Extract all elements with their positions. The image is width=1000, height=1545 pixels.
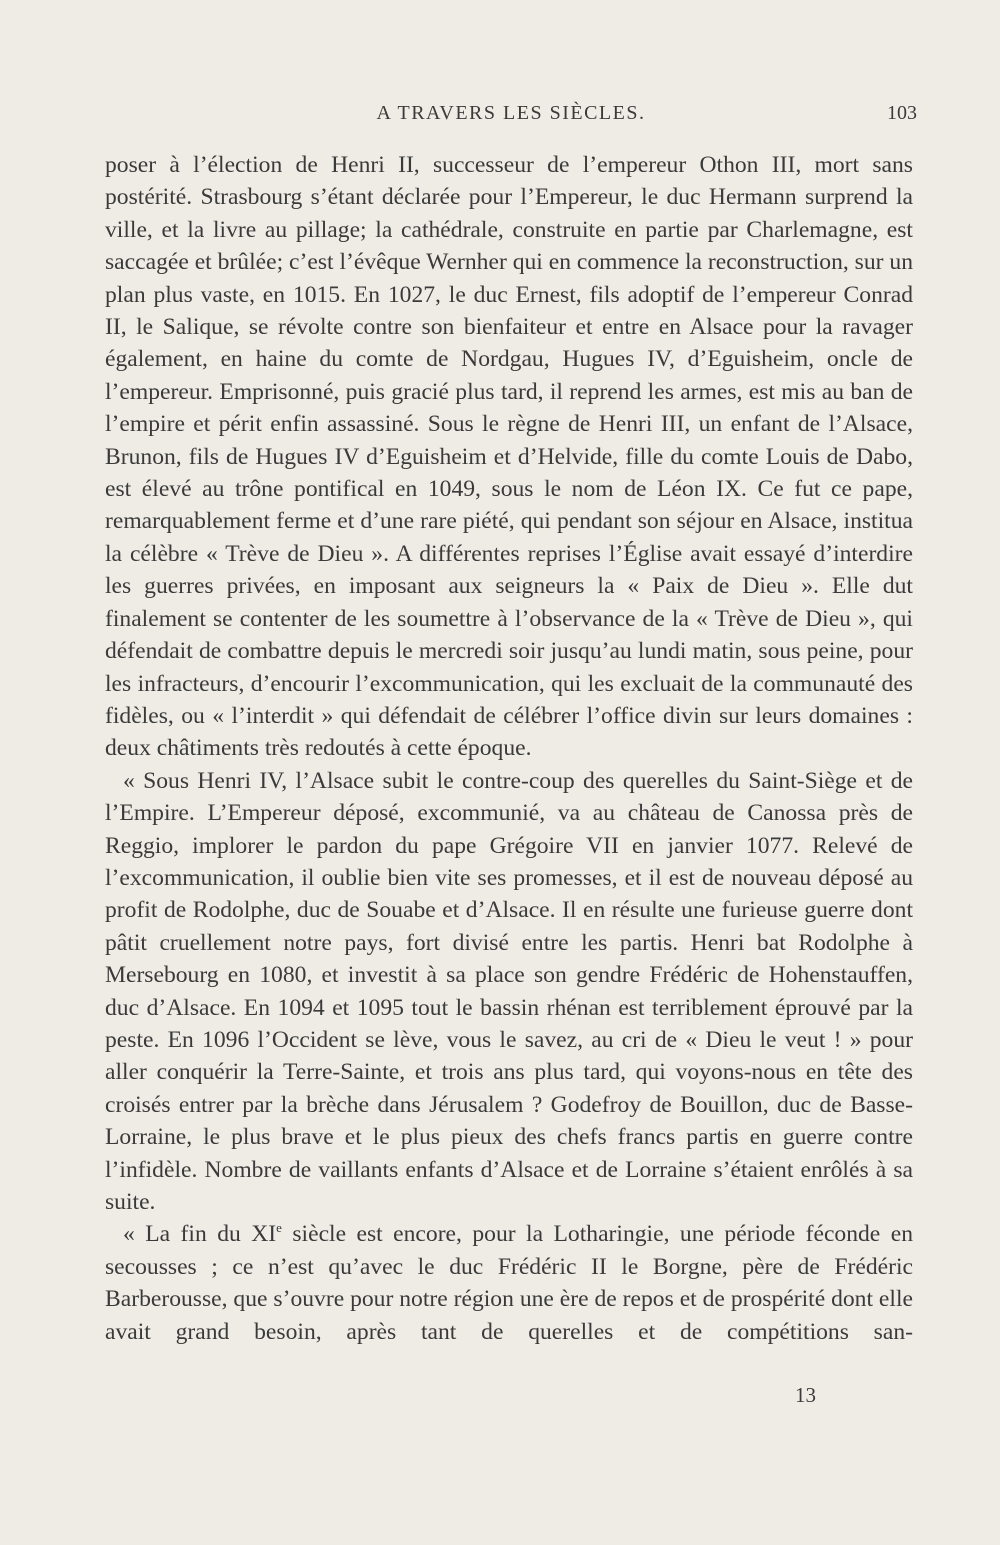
running-head <box>105 102 917 132</box>
paragraph-3-start: « La fin du XI <box>123 1221 277 1248</box>
paragraph-3-rest: siècle est encore, pour la Lotharingie, une période féconde en secousses ; ce n’est qu’avec le duc Frédéric II le Borgne, père de Frédéric Barberousse, que s’ouvre pour notre région une ère de repos et de prospérité dont elle avait grand besoin, après tant de querelles et de compétitions san- <box>105 1221 913 1345</box>
paragraph-2: « Sous Henri IV, l’Alsace subit le contre-coup des querelles du Saint-Siège et de l’Empire. L’Empereur déposé, excommunié, va au château de Canossa près de Reggio, implorer le pardon du pape Grégoire VII en janvier 1077. Relevé de l’excommunication, il oublie bien vite ses promesses, et il est de nouveau déposé au profit de Rodolphe, duc de Souabe et d’Alsace. Il en résulte une furieuse guerre dont pâtit cruellement notre pays, fort divisé entre les partis. Henri bat Rodolphe à Mersebourg en 1080, et investit à sa place son gendre Frédéric de Hohenstauffen, duc d’Alsace. En 1094 et 1095 tout le bassin rhénan est terriblement éprouvé par la peste. En 1096 l’Occident se lève, vous le savez, au cri de « Dieu le veut ! » pour aller conquérir la Terre-Sainte, et trois ans plus tard, qui voyons-nous en tête des croisés entrer par la brèche dans Jérusalem ? Godefroy de Bouillon, duc de Basse-Lorraine, le plus brave et le plus pieux des chefs francs partis en guerre contre l’infidèle. Nombre de vaillants enfants d’Alsace et de Lorraine s’étaient enrôlés à sa suite. <box>105 767 913 1215</box>
paragraph-1: poser à l’élection de Henri II, successeur de l’empereur Othon III, mort sans postérité. Strasbourg s’étant déclarée pour l’Empereur, le duc Hermann surprend la ville, et la livre au pillage; la cathédrale, construite en partie par Charlemagne, est saccagée et brûlée; c’est l’évêque Wernher qui en commence la reconstruction, sur un plan plus vaste, en 1015. En 1027, le duc Ernest, fils adoptif de l’empereur Conrad II, le Salique, se révolte contre son bienfaiteur et entre en Alsace pour la ravager également, en haine du comte de Nordgau, Hugues IV, d’Eguisheim, oncle de l’empereur. Emprisonné, puis gracié plus tard, il reprend les armes, est mis au ban de l’empire et périt enfin assassiné. Sous le règne de Henri III, un enfant de l’Alsace, Brunon, fils de Hugues IV d’Eguisheim et d’Helvide, fille du comte Louis de Dabo, est élevé au trône pontifical en 1049, sous le nom de Léon IX. Ce fut ce pape, remarquablement ferme et d’une rare piété, qui pendant son séjour en Alsace, institua la célèbre « Trève de Dieu ». A différentes reprises l’Église avait essayé d’interdire les guerres privées, en imposant aux seigneurs la « Paix de Dieu ». Elle dut finalement se contenter de les soumettre à l’observance de la « Trève de Dieu », qui défendait de combattre depuis le mercredi soir jusqu’au lundi matin, sous peine, pour les infracteurs, d’encourir l’excommunication, qui les excluait de la communauté des fidèles, ou « l’interdit » qui défendait de célébrer l’office divin sur leurs domaines : deux châtiments très redoutés à cette époque. <box>105 152 914 762</box>
page-number: 103 <box>887 102 917 124</box>
century-superscript: e <box>276 1220 282 1236</box>
body-text <box>105 149 913 1348</box>
paragraph-3 <box>105 1218 913 1348</box>
running-title: A TRAVERS LES SIÈCLES. <box>376 102 646 124</box>
signature-mark: 13 <box>795 1383 816 1407</box>
